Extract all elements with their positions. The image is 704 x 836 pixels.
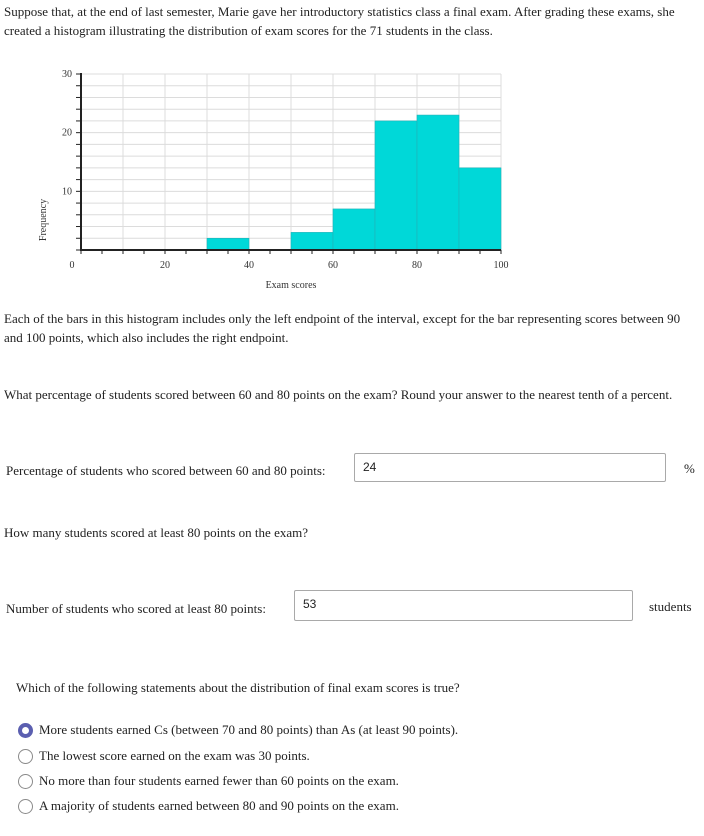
histogram-bar xyxy=(207,238,249,250)
option-3[interactable] xyxy=(18,773,399,789)
radio-icon[interactable] xyxy=(18,774,33,789)
option-4[interactable] xyxy=(18,798,399,814)
x-tick-label: 60 xyxy=(328,260,338,271)
question-intro: Suppose that, at the end of last semester, Marie gave her introductory statistics class a final exam. After grading these exams, she created a histogram illustrating the distribution of exam scores for the 71 students in the class. xyxy=(4,4,675,38)
radio-selected-icon[interactable] xyxy=(18,723,33,738)
option-label: More students earned Cs (between 70 and 80 points) than As (at least 90 points). xyxy=(39,722,459,737)
y-tick-label: 20 xyxy=(62,127,72,139)
radio-icon[interactable] xyxy=(18,749,33,764)
x-tick-label: 40 xyxy=(244,260,254,271)
histogram-bars xyxy=(207,115,501,250)
percent-unit: % xyxy=(684,461,695,476)
y-tick-labels xyxy=(62,69,72,197)
histogram xyxy=(0,60,704,300)
students-unit: students xyxy=(649,599,692,614)
x-tick-labels xyxy=(70,260,509,271)
histogram-bar xyxy=(333,209,375,250)
x-tick-label: 100 xyxy=(493,260,509,271)
x-axis-label: Exam scores xyxy=(265,280,317,291)
x-tick-label: 80 xyxy=(412,260,422,271)
question-3-text: Which of the following statements about the distribution of final exam scores is true? xyxy=(16,680,460,695)
y-tick-label: 30 xyxy=(62,69,72,80)
interval-note: Each of the bars in this histogram includes only the left endpoint of the interval, except for the bar representing scores between 90 and 100 points, which also includes the right endpoint. xyxy=(4,311,681,345)
option-label: The lowest score earned on the exam was 30 points. xyxy=(39,748,310,763)
q2-field-label: Number of students who scored at least 80 points: xyxy=(6,601,266,616)
percentage-input[interactable]: 24 xyxy=(354,453,666,482)
y-axis-label: Frequency xyxy=(38,198,49,242)
q1-field-label: Percentage of students who scored between 60 and 80 points: xyxy=(6,463,326,478)
histogram-bar xyxy=(459,168,501,250)
option-label: A majority of students earned between 80 and 90 points on the exam. xyxy=(39,798,399,813)
question-1-text: What percentage of students scored between 60 and 80 points on the exam? Round your answer to the nearest tenth of a percent. xyxy=(4,387,673,402)
option-label: No more than four students earned fewer than 60 points on the exam. xyxy=(39,773,399,788)
histogram-bar xyxy=(375,121,417,250)
option-1[interactable] xyxy=(18,722,458,738)
x-tick-label: 0 xyxy=(69,260,75,271)
y-tick-label: 10 xyxy=(62,186,72,198)
question-2-text: How many students scored at least 80 points on the exam? xyxy=(4,525,308,540)
student-count-input[interactable]: 53 xyxy=(294,590,633,621)
radio-icon[interactable] xyxy=(18,799,33,814)
x-tick-label: 20 xyxy=(160,260,170,271)
option-2[interactable] xyxy=(18,748,310,764)
histogram-bar xyxy=(291,232,333,250)
histogram-bar xyxy=(417,115,459,250)
